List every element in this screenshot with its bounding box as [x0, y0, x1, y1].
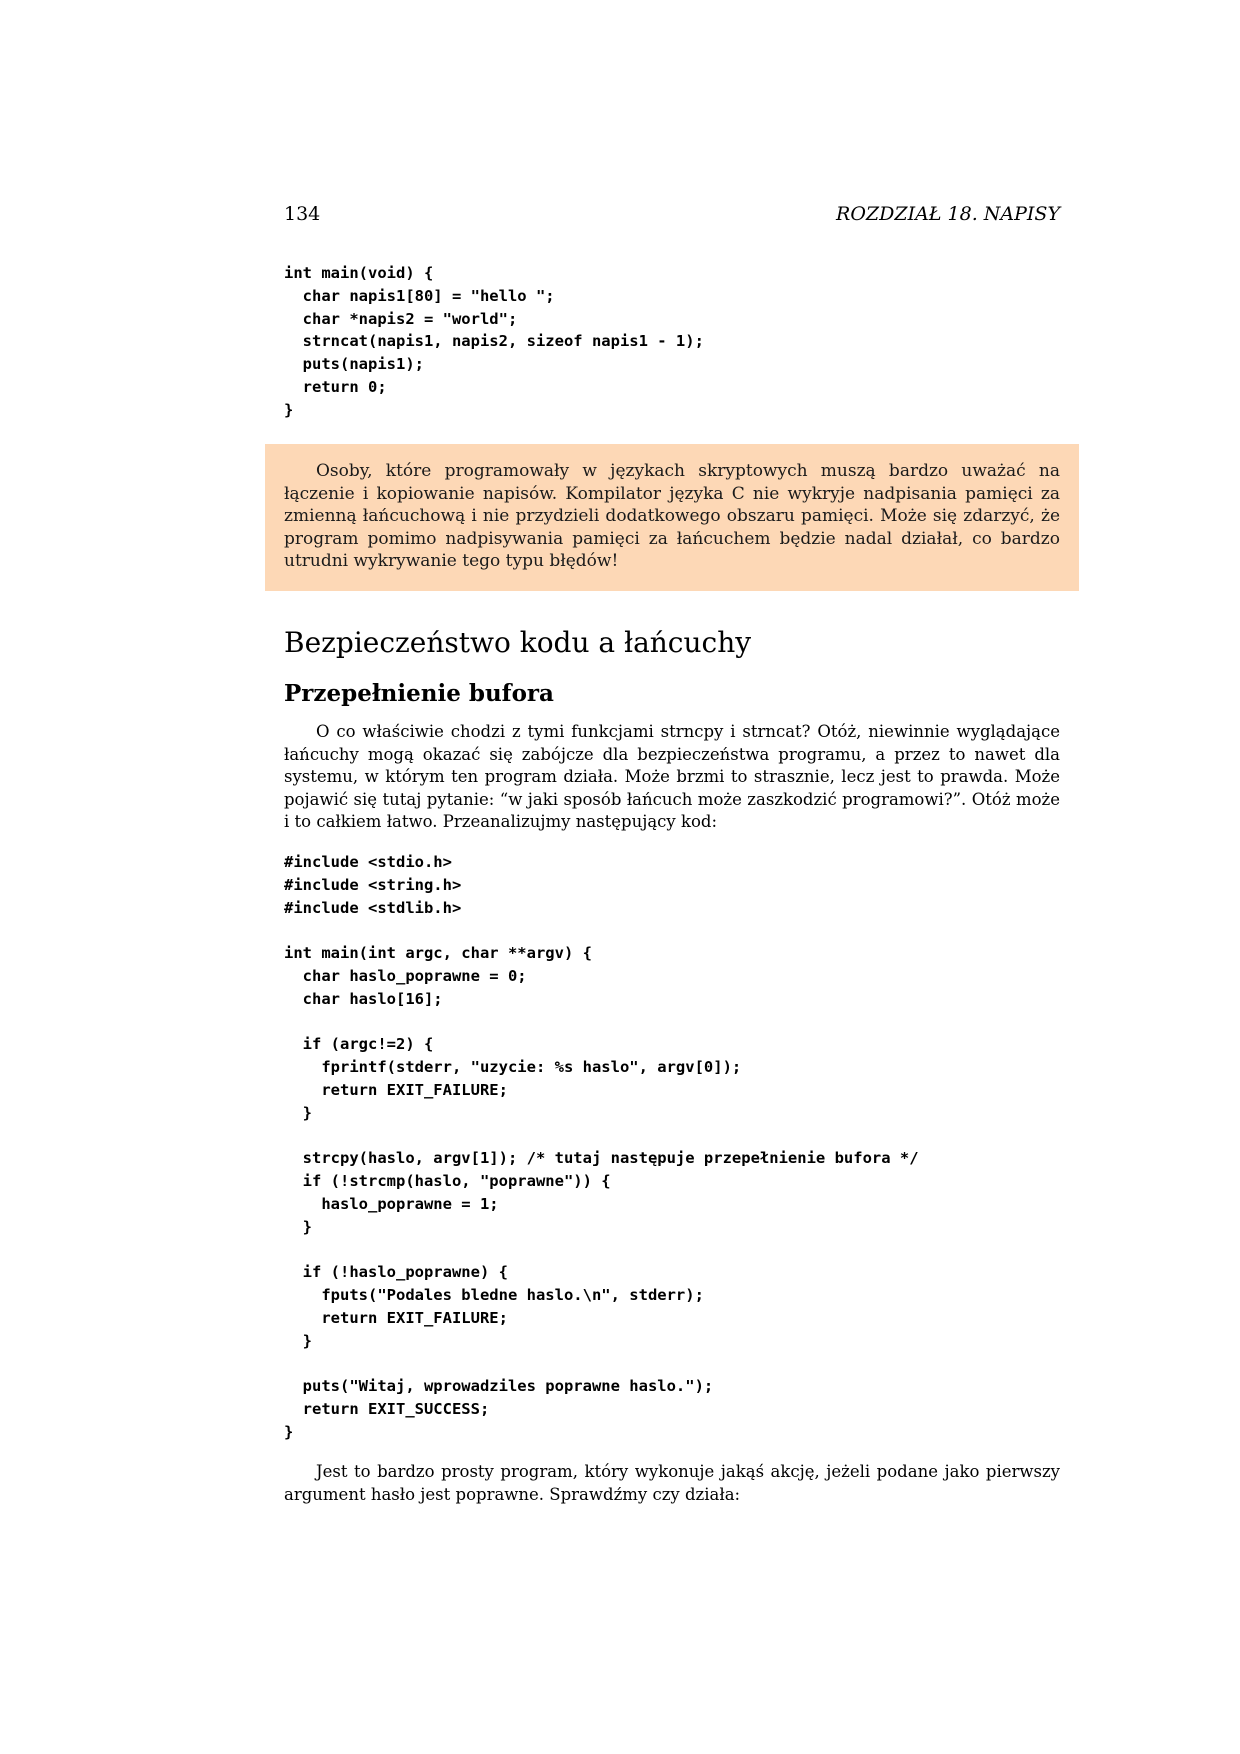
- warning-note: [265, 444, 1079, 591]
- section-title: Bezpieczeństwo kodu a łańcuchy: [284, 626, 752, 659]
- body-paragraph-intro: O co właściwie chodzi z tymi funkcjami strncpy i strncat? Otóż, niewinnie wyglądające łańcuchy mogą okazać się zabójcze dla bezpieczeństwa programu, a przez to nawet dla systemu, w którym ten program działa. Może brzmi to strasznie, lecz jest to prawda. Może pojawić się tutaj pytanie: “w jaki sposób łańcuch może zaszkodzić programowi?”. Otóż może i to całkiem łatwo. Przeanalizujmy następujący kod:: [284, 722, 1060, 832]
- warning-note-text: Osoby, które programowały w językach skryptowych muszą bardzo uważać na łączenie i kopiowanie napisów. Kompilator języka C nie wykryje nadpisania pamięci za zmienną łańcuchową i nie przydzieli dodatkowego obszaru pamięci. Może się zdarzyć, że program pomimo nadpisywania pamięci za łańcuchem będzie nadal działał, co bardzo utrudni wykrywanie tego typu błędów!: [284, 461, 1060, 572]
- code-block-strncat: int main(void) { char napis1[80] = "hello "; char *napis2 = "world"; strncat(napis1, napis2, sizeof napis1 - 1); puts(napis1); return 0; }: [284, 264, 704, 419]
- code-block-buffer-overflow: #include <stdio.h> #include <string.h> #include <stdlib.h> int main(int argc, char **argv) { char haslo_poprawne = 0; char haslo[16]; if (argc!=2) { fprintf(stderr, "uzycie: %s haslo", argv[0]); return EXIT_FAILURE; } strcpy(haslo, argv[1]); /* tutaj następuje przepełnienie bufora */ if (!strcmp(haslo, "poprawne")) { haslo_poprawne = 1; } if (!haslo_poprawne) { fputs("Podales bledne haslo.\n", stderr); return EXIT_FAILURE; } puts("Witaj, wprowadziles poprawne haslo."); return EXIT_SUCCESS; }: [284, 853, 919, 1441]
- subsection-title: Przepełnienie bufora: [284, 680, 554, 707]
- running-header: ROZDZIAŁ 18. NAPISY: [836, 203, 1060, 225]
- page-number: 134: [284, 203, 321, 225]
- body-paragraph-summary: Jest to bardzo prosty program, który wykonuje jakąś akcję, jeżeli podane jako pierwszy argument hasło jest poprawne. Sprawdźmy czy działa:: [284, 1462, 1060, 1504]
